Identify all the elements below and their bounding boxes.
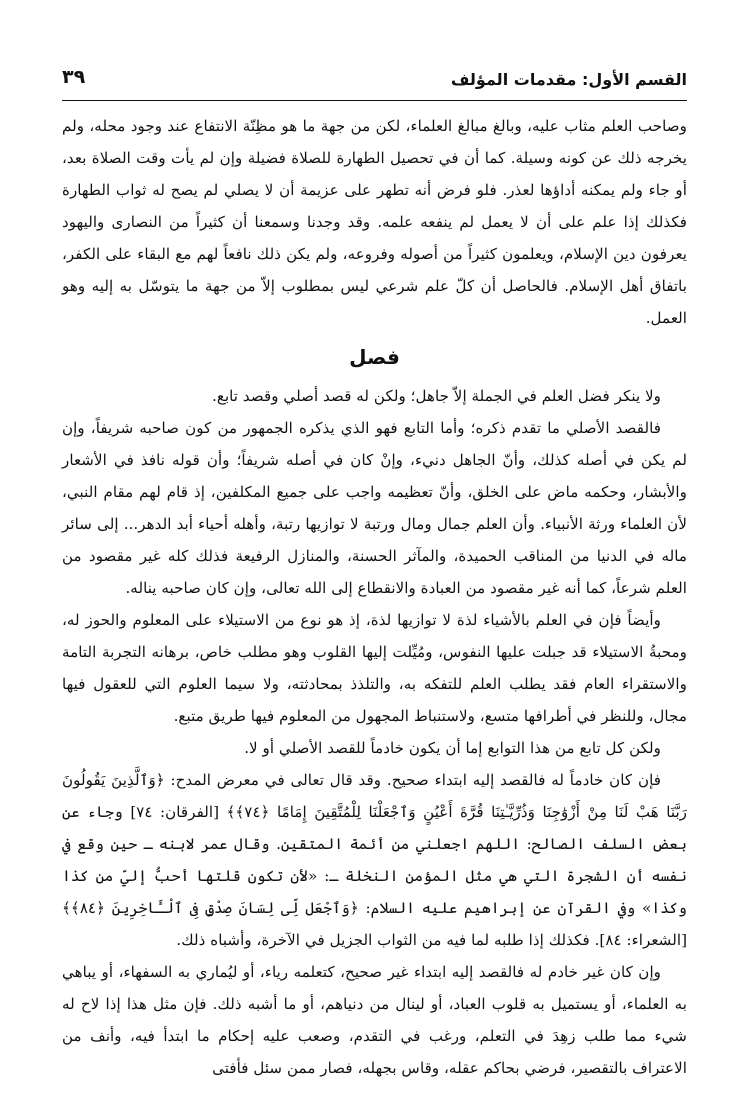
- section-title: القسم الأول: مقدمات المؤلف: [450, 70, 687, 89]
- paragraph: وأيضاً فإن في العلم بالأشياء لذة لا توازيها لذة، إذ هو نوع من الاستيلاء على المعلوم والحوز له، ومحبةُ الاستيلاء قد جبلت عليها النفوس، ومُيِّلت إليها القلوب وهو مطلب خاص، برهانه التجربة التامة والاستقراء العام فقد يطلب العلم للتفكه به، والتلذذ بمحادثته، ولا سيما العلوم التي للعقول فيها مجال، وللنظر في أطرافها متسع، ولاستنباط المجهول من المعلوم فيها طريق متبع.: [62, 611, 687, 725]
- section-heading: فصل: [349, 345, 400, 369]
- paragraph: ولكن كل تابع من هذا التوابع إما أن يكون خادماً للقصد الأصلي أو لا.: [244, 739, 661, 757]
- page-number: ٣٩: [62, 66, 86, 88]
- paragraph: فإن كان خادماً له فالقصد إليه ابتداء صحيح. وقد قال تعالى في معرض المدح: ﴿وَٱلَّذِينَ يَقُولُونَ رَبَّنَا هَبْ لَنَا مِنْ أَزْوَٰجِنَا وَذُرِّيَّـٰتِنَا قُرَّةَ أَعْيُنٍ وَٱجْعَلْنَا لِلْمُتَّقِينَ إِمَامًا ﴿٧٤﴾﴾ [الفرقان: ٧٤] وجاء عن بعض السلف الصالح: اللهم اجعلني من أئمة المتقين. وقال عمر لابنه ـ حين وقع في نفسه أن الشجرة التي هي مثل المؤمن النخلة ـ: «لأن تكون قلتها أحبُّ إليّ من كذا وكذا» وفي القرآن عن إبراهيم عليه السلام: ﴿وَٱجْعَل لِّى لِسَانَ صِدْقٍ فِى ٱلْـَٔاخِرِينَ ﴿٨٤﴾﴾ [الشعراء: ٨٤]. فكذلك إذا طلبه لما فيه من الثواب الجزيل في الآخرة، وأشباه ذلك.: [62, 771, 687, 949]
- running-header: [62, 60, 687, 101]
- paragraph: ولا ينكر فضل العلم في الجملة إلاّ جاهل؛ ولكن له قصد أصلي وقصد تابع.: [212, 387, 661, 405]
- paragraph: وإن كان غير خادم له فالقصد إليه ابتداء غير صحيح، كتعلمه رياء، أو ليُماري به السفهاء، أو يباهي به العلماء، أو يستميل به قلوب العباد، أو لينال من دنياهم، أو ما أشبه ذلك. فإن مثل هذا إذا لاح له شيء مما طلب زهِدَ في التعلم، ورغب في التقدم، وصعب عليه إحكام ما ابتدأ فيه، وأنف من الاعتراف بالتقصير، فرضي بحاكم عقله، وقاس بجهله، فصار ممن سئل فأفتى: [62, 963, 687, 1077]
- paragraph: فالقصد الأصلي ما تقدم ذكره؛ وأما التابع فهو الذي يذكره الجمهور من كون صاحبه شريفاً، وإن لم يكن في أصله كذلك، وأنّ الجاهل دنيء، وإنْ كان في أصله شريفاً؛ وأن قوله نافذ في الأشعار والأبشار، وحكمه ماض على الخلق، وأنّ تعظيمه واجب على جميع المكلفين، إذ قام لهم مقام النبي، لأن العلماء ورثة الأنبياء. وأن العلم جمال ومال ورتبة لا توازيها رتبة، وأهله أحياء أبد الدهر... إلى سائر ماله في الدنيا من المناقب الحميدة، والمآثر الحسنة، والمنازل الرفيعة فذلك كله غير مقصود من العلم شرعاً، كما أنه غير مقصود من العبادة والانقطاع إلى الله تعالى، وإن كان صاحبه يناله.: [62, 419, 687, 597]
- page-body: [62, 110, 687, 1084]
- paragraph: وصاحب العلم مثاب عليه، وبالغ مبالغ العلماء، لكن من جهة ما هو مظِنّة الانتفاع عند وجود محله، ولم يخرجه ذلك عن كونه وسيلة. كما أن في تحصيل الطهارة للصلاة فضيلة وإن لم يأت وقت الصلاة بعد، أو جاء ولم يمكنه أداؤها لعذر. فلو فرض أنه تطهر على عزيمة أن لا يصلي لم يصح له ثواب الطهارة فكذلك إذا علم على أن لا يعمل لم ينفعه علمه. وقد وجدنا وسمعنا أن كثيراً من النصارى واليهود يعرفون دين الإسلام، ويعلمون كثيراً من أصوله وفروعه، ولم يكن ذلك نافعاً لهم مع البقاء على الكفر، باتفاق أهل الإسلام. فالحاصل أن كلّ علم شرعي ليس بمطلوب إلاّ من جهة ما يتوسّل به إليه وهو العمل.: [62, 117, 687, 327]
